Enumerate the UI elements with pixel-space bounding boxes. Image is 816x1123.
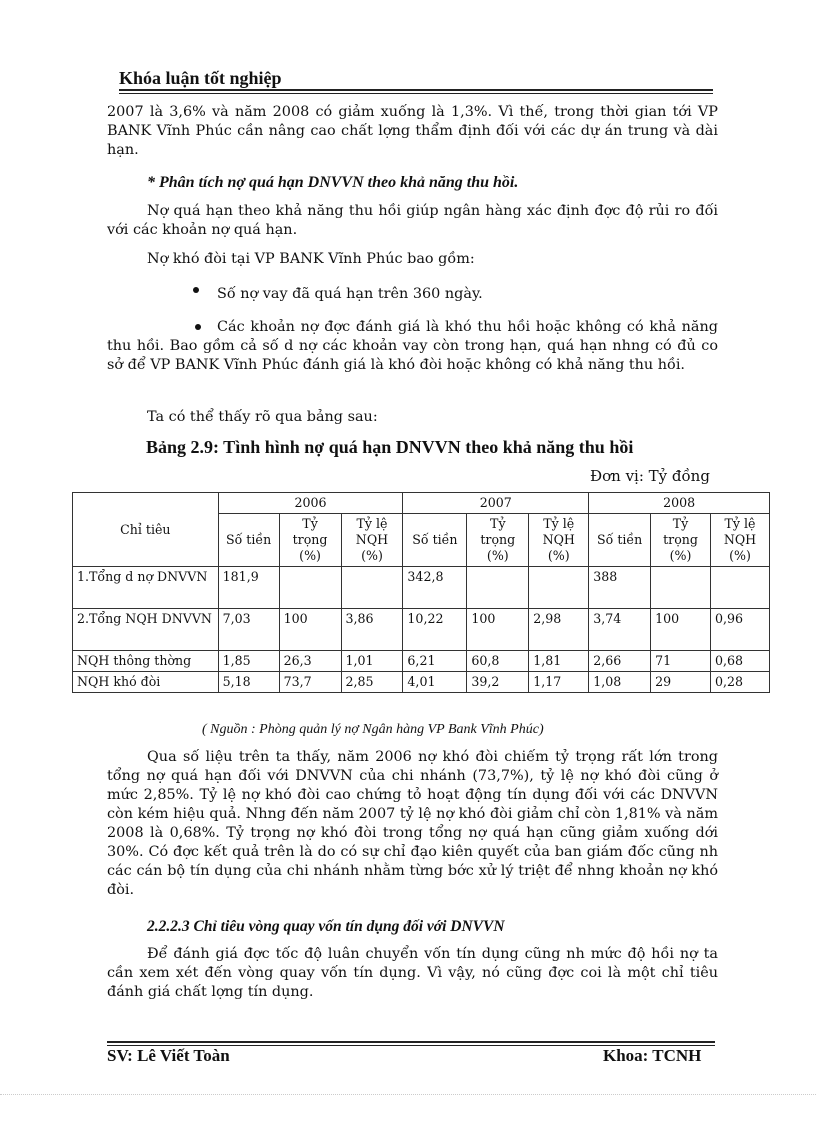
paragraph-1: 2007 là 3,6% và năm 2008 có giảm xuống là 1,3%. Vì thế, trong thời gian tới VP BANK Vĩnh Phúc cần nâng cao chất lợng thẩm định đối với các dự án trung và dài hạn. <box>107 104 718 158</box>
subheader-share: Tỷ trọng (%) <box>467 514 529 567</box>
table-cell: 100 <box>279 609 341 651</box>
bullet-item-1 <box>193 285 483 304</box>
subheader-amount: Số tiền <box>589 514 651 567</box>
table-cell: 1,17 <box>529 672 589 693</box>
table-cell: 100 <box>467 609 529 651</box>
bullet-icon <box>193 287 199 293</box>
header-rule <box>119 89 713 94</box>
table-cell: 6,21 <box>403 651 467 672</box>
subheader-ratio: Tỷ lệ NQH (%) <box>529 514 589 567</box>
table-cell <box>529 567 589 609</box>
table-cell: 5,18 <box>218 672 279 693</box>
footer-student: SV: Lê Viết Toàn <box>107 1046 230 1065</box>
paragraph-1-block <box>107 103 718 160</box>
table-unit: Đơn vị: Tỷ đồng <box>590 467 710 485</box>
paragraph-3-block <box>107 250 718 269</box>
row-label: 1.Tổng d nợ DNVVN <box>73 567 219 609</box>
table-cell: 2,85 <box>341 672 403 693</box>
bullet-item-2-text <box>107 318 718 375</box>
table-cell: 0,96 <box>711 609 770 651</box>
section-heading-turnover: 2.2.2.3 Chỉ tiêu vòng quay vốn tín dụng đối với DNVVN <box>147 918 505 935</box>
table-row <box>73 672 770 693</box>
paragraph-2: Nợ quá hạn theo khả năng thu hồi giúp ngân hàng xác định đợc độ rủi ro đối với các khoản nợ quá hạn. <box>107 203 718 238</box>
table-cell: 388 <box>589 567 651 609</box>
paragraph-3: Nợ khó đòi tại VP BANK Vĩnh Phúc bao gồm: <box>147 251 475 267</box>
table-cell: 1,08 <box>589 672 651 693</box>
row-label: NQH khó đòi <box>73 672 219 693</box>
subheader-amount: Số tiền <box>403 514 467 567</box>
bullet-item-1-text: Số nợ vay đã quá hạn trên 360 ngày. <box>217 286 483 302</box>
bullet-item-2-content: Các khoản nợ đợc đánh giá là khó thu hồi hoặc không có khả năng thu hồi. Bao gồm cả số d nợ các khoản vay còn trong hạn, quá hạn nhng có đủ co sở để VP BANK Vĩnh Phúc đánh giá là khó đòi hoặc không có khả năng thu hồi. <box>107 319 718 373</box>
bullet-item-2 <box>107 318 718 375</box>
table-cell: 0,68 <box>711 651 770 672</box>
table-cell: 26,3 <box>279 651 341 672</box>
paragraph-4-block <box>107 408 718 427</box>
row-label: NQH thông thờng <box>73 651 219 672</box>
paragraph-6: Để đánh giá đợc tốc độ luân chuyển vốn tín dụng cũng nh mức độ hồi nợ ta cần xem xét đến vòng quay vốn tín dụng. Vì vậy, nó cũng đợc coi là một chỉ tiêu đánh giá chất lợng tín dụng. <box>107 946 718 1000</box>
paragraph-5: Qua số liệu trên ta thấy, năm 2006 nợ khó đòi chiếm tỷ trọng rất lớn trong tổng nợ quá hạn đối với DNVVN của chi nhánh (73,7%), tỷ lệ nợ khó đòi cũng ở mức 2,85%. Tỷ lệ nợ khó đòi cao chứng tỏ hoạt động tín dụng đối với các DNVVN còn kém hiệu quả. Nhng đến năm 2007 tỷ lệ nợ khó đòi giảm chỉ còn 1,81% và năm 2008 là 0,68%. Tỷ trọng nợ khó đòi trong tổng nợ quá hạn cũng giảm xuống dới 30%. Có đợc kết quả trên là do có sự chỉ đạo kiên quyết của ban giám đốc cũng nh các cán bộ tín dụng của chi nhánh nhằm từng bớc xử lý triệt để nhng khoản nợ khó đòi. <box>107 749 718 898</box>
paragraph-4: Ta có thể thấy rõ qua bảng sau: <box>147 409 378 425</box>
col-header-year: 2007 <box>403 493 589 514</box>
page-bottom-divider <box>0 1094 816 1095</box>
table-cell <box>279 567 341 609</box>
table-cell: 7,03 <box>218 609 279 651</box>
overdue-debt-table <box>72 492 770 693</box>
subheader-share: Tỷ trọng (%) <box>651 514 711 567</box>
paragraph-6-block <box>107 945 718 1002</box>
table-cell: 60,8 <box>467 651 529 672</box>
page-header-title: Khóa luận tốt nghiệp <box>119 68 282 88</box>
section-heading-overdue: * Phân tích nợ quá hạn DNVVN theo khả năng thu hồi. <box>147 174 519 191</box>
table-cell: 71 <box>651 651 711 672</box>
table-cell: 10,22 <box>403 609 467 651</box>
table-cell: 100 <box>651 609 711 651</box>
footer-faculty: Khoa: TCNH <box>603 1046 702 1065</box>
col-header-indicator: Chỉ tiêu <box>73 493 219 567</box>
col-header-year: 2008 <box>589 493 770 514</box>
table-cell: 1,01 <box>341 651 403 672</box>
table-cell <box>467 567 529 609</box>
table-cell: 1,85 <box>218 651 279 672</box>
table-cell: 39,2 <box>467 672 529 693</box>
table-cell: 3,86 <box>341 609 403 651</box>
table-header-row <box>73 493 770 514</box>
subheader-amount: Số tiền <box>218 514 279 567</box>
col-header-year: 2006 <box>218 493 403 514</box>
table-cell: 181,9 <box>218 567 279 609</box>
table-cell: 3,74 <box>589 609 651 651</box>
table-cell: 1,81 <box>529 651 589 672</box>
table-cell: 4,01 <box>403 672 467 693</box>
paragraph-2-block <box>107 202 718 240</box>
table-source: ( Nguồn : Phòng quản lý nợ Ngân hàng VP Bank Vĩnh Phúc) <box>202 722 544 737</box>
table-cell <box>651 567 711 609</box>
table-cell <box>711 567 770 609</box>
table-cell: 73,7 <box>279 672 341 693</box>
table-row <box>73 651 770 672</box>
table-cell: 2,98 <box>529 609 589 651</box>
table-title: Bảng 2.9: Tình hình nợ quá hạn DNVVN theo khả năng thu hồi <box>146 437 634 457</box>
subheader-share: Tỷ trọng (%) <box>279 514 341 567</box>
table-cell: 0,28 <box>711 672 770 693</box>
table-row <box>73 609 770 651</box>
row-label: 2.Tổng NQH DNVVN <box>73 609 219 651</box>
subheader-ratio: Tỷ lệ NQH (%) <box>711 514 770 567</box>
subheader-ratio: Tỷ lệ NQH (%) <box>341 514 403 567</box>
paragraph-5-block <box>107 748 718 900</box>
table-row <box>73 567 770 609</box>
bullet-icon <box>195 324 201 330</box>
table-cell <box>341 567 403 609</box>
table-cell: 2,66 <box>589 651 651 672</box>
table-cell: 342,8 <box>403 567 467 609</box>
table-cell: 29 <box>651 672 711 693</box>
